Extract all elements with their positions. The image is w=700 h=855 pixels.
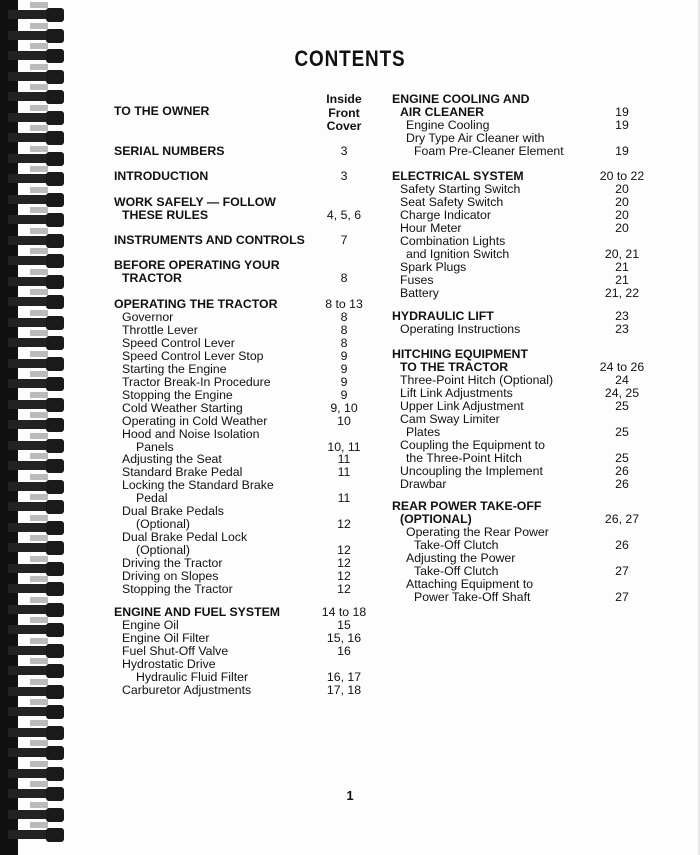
toc-entry <box>392 478 652 491</box>
toc-entry <box>114 645 364 658</box>
binding-coil <box>8 234 66 248</box>
binding-coil <box>8 336 66 350</box>
toc-entry-page: 16 <box>337 644 351 658</box>
toc-entry-page: 24 to 26 <box>599 360 645 374</box>
toc-entry-label: Attaching Equipment to <box>406 577 534 591</box>
toc-entry <box>392 287 652 300</box>
binding-coil <box>8 562 66 576</box>
toc-entry-label: Upper Link Adjustment <box>400 399 524 413</box>
binding-coil <box>8 193 66 207</box>
toc-entry-page: 21 <box>615 260 629 274</box>
toc-entry-label: Fuel Shut-Off Valve <box>122 644 229 658</box>
toc-entry-label: Hydrostatic Drive <box>122 657 216 671</box>
toc-entry-page: 16, 17 <box>326 670 362 684</box>
toc-entry-page: 9 <box>340 362 348 376</box>
toc-entry <box>392 132 652 145</box>
inside-cover-line: Cover <box>326 119 362 133</box>
toc-entry <box>392 452 652 465</box>
toc-entry-label: TRACTOR <box>122 271 182 285</box>
toc-entry-label: and Ignition Switch <box>406 247 510 261</box>
binding-coil <box>8 418 66 432</box>
toc-entry <box>114 337 364 350</box>
binding-coil <box>8 316 66 330</box>
toc-entry-page: 27 <box>615 590 629 604</box>
toc-entry-page: 19 <box>615 118 629 132</box>
toc-entry-label: Drawbar <box>400 477 447 491</box>
toc-entry <box>392 119 652 132</box>
toc-entry <box>114 196 364 209</box>
toc-entry-label: Tractor Break-In Procedure <box>122 375 271 389</box>
toc-entry-label: Combination Lights <box>400 234 506 248</box>
toc-entry-page: 11 <box>337 491 351 505</box>
binding-coil <box>8 541 66 555</box>
toc-entry-page: 20 <box>615 182 629 196</box>
binding-coil <box>8 152 66 166</box>
toc-entry-label: Engine Cooling <box>406 118 490 132</box>
toc-entry <box>392 93 652 106</box>
toc-entry <box>392 235 652 248</box>
toc-entry-label: Safety Starting Switch <box>400 182 521 196</box>
toc-entry <box>114 505 364 518</box>
toc-entry-label: REAR POWER TAKE-OFF <box>392 499 542 513</box>
binding-coil <box>8 439 66 453</box>
toc-page-inside-front-cover <box>314 93 374 134</box>
toc-entry-label: Cam Sway Limiter <box>400 412 500 426</box>
toc-entry <box>114 363 364 376</box>
binding-coil <box>8 623 66 637</box>
toc-entry-label: Engine Oil <box>122 618 179 632</box>
toc-entry-page: 23 <box>615 322 629 336</box>
toc-entry-page: 21, 22 <box>604 286 640 300</box>
binding-coil <box>8 111 66 125</box>
toc-entry-label: (Optional) <box>136 517 190 531</box>
toc-entry-page: 27 <box>615 564 629 578</box>
toc-entry <box>392 387 652 400</box>
toc-entry-label: Governor <box>122 310 174 324</box>
toc-entry <box>114 298 364 311</box>
toc-entry <box>392 261 652 274</box>
toc-entry-label: Stopping the Tractor <box>122 582 233 596</box>
toc-entry <box>114 234 364 247</box>
page-title: CONTENTS <box>294 46 406 71</box>
page-number: 1 <box>346 788 354 803</box>
toc-entry-label: HITCHING EQUIPMENT <box>392 347 528 361</box>
toc-entry <box>392 591 652 604</box>
toc-entry <box>114 671 364 684</box>
binding-coil <box>8 213 66 227</box>
toc-entry <box>392 465 652 478</box>
toc-entry-page: 23 <box>615 309 629 323</box>
toc-entry-page: 20 <box>615 195 629 209</box>
toc-entry <box>114 583 364 596</box>
toc-entry-label: Lift Link Adjustments <box>400 386 513 400</box>
binding-coil <box>8 644 66 658</box>
toc-entry-label: Engine Oil Filter <box>122 631 210 645</box>
toc-entry <box>392 323 652 336</box>
toc-entry <box>114 415 364 428</box>
toc-entry-page: 12 <box>337 556 351 570</box>
toc-entry-label: ENGINE AND FUEL SYSTEM <box>114 605 281 619</box>
toc-entry-label: Operating in Cold Weather <box>122 414 268 428</box>
toc-entry <box>392 565 652 578</box>
toc-entry-label: WORK SAFELY — FOLLOW <box>114 195 276 209</box>
toc-entry-label: Locking the Standard Brake <box>122 478 274 492</box>
toc-entry-page: 26, 27 <box>604 512 640 526</box>
toc-entry-page: 12 <box>337 517 351 531</box>
binding-coil <box>8 8 66 22</box>
toc-entry-page: 19 <box>615 144 629 158</box>
toc-entry <box>114 466 364 479</box>
toc-entry-label: Speed Control Lever <box>122 336 235 350</box>
toc-entry-page: 25 <box>615 425 629 439</box>
toc-entry-page: 12 <box>337 543 351 557</box>
toc-entry-page: 4, 5, 6 <box>326 208 362 222</box>
toc-entry-page: 15 <box>337 618 351 632</box>
toc-entry-page: 17, 18 <box>326 683 362 697</box>
binding-coil <box>8 459 66 473</box>
toc-entry <box>392 170 652 183</box>
toc-entry <box>392 348 652 361</box>
toc-entry <box>392 183 652 196</box>
toc-entry-label: Dual Brake Pedal Lock <box>122 530 248 544</box>
toc-entry <box>114 605 367 619</box>
toc-entry-page: 26 <box>615 464 629 478</box>
toc-entry-page: 9 <box>340 375 348 389</box>
toc-entry-page: 20, 21 <box>604 247 640 261</box>
toc-entry-page: 8 <box>340 323 348 337</box>
toc-entry-page: 20 <box>615 221 629 235</box>
toc-entry-page: 12 <box>337 582 351 596</box>
toc-entry-label: OPERATING THE TRACTOR <box>114 297 278 311</box>
toc-entry-label: Spark Plugs <box>400 260 467 274</box>
toc-entry <box>392 500 652 513</box>
toc-entry <box>114 492 364 505</box>
binding-coil <box>8 500 66 514</box>
toc-entry-label: Power Take-Off Shaft <box>414 590 531 604</box>
toc-entry <box>392 513 652 526</box>
toc-entry-label: Carburetor Adjustments <box>122 683 252 697</box>
binding-coil <box>8 705 66 719</box>
toc-entry <box>114 684 364 697</box>
toc-entry-label: Seat Safety Switch <box>400 195 504 209</box>
binding-coil <box>8 828 66 842</box>
toc-entry-label: Starting the Engine <box>122 362 227 376</box>
toc-entry-label: THESE RULES <box>122 208 209 222</box>
toc-entry-label: Panels <box>136 440 174 454</box>
toc-entry-label: Uncoupling the Implement <box>400 464 543 478</box>
binding-coil <box>8 480 66 494</box>
toc-entry <box>114 557 364 570</box>
toc-entry-page: 26 <box>615 477 629 491</box>
toc-entry-label: Stopping the Engine <box>122 388 233 402</box>
toc-entry <box>114 518 364 531</box>
toc-entry-label: (Optional) <box>136 543 190 557</box>
toc-entry-page: 10 <box>337 414 351 428</box>
toc-entry-label: Driving on Slopes <box>122 569 219 583</box>
binding-coil <box>8 29 66 43</box>
binding-coil <box>8 357 66 371</box>
toc-entry <box>114 658 364 671</box>
toc-entry-page: 9 <box>340 349 348 363</box>
toc-entry-label: Charge Indicator <box>400 208 491 222</box>
binding-coil <box>8 295 66 309</box>
toc-entry-page: 8 <box>340 310 348 324</box>
toc-entry <box>114 544 364 557</box>
toc-entry-label: Dual Brake Pedals <box>122 504 224 518</box>
binding-coil <box>8 582 66 596</box>
toc-entry-page: 8 <box>340 271 348 285</box>
toc-entry <box>392 426 652 439</box>
toc-entry-page: 11 <box>337 465 351 479</box>
toc-entry <box>392 248 652 261</box>
toc-entry-page: 15, 16 <box>326 631 362 645</box>
toc-entry-page: 24 <box>615 373 629 387</box>
toc-entry <box>114 311 364 324</box>
toc-entry-label: Cold Weather Starting <box>122 401 243 415</box>
toc-entry <box>114 145 364 158</box>
toc-entry <box>114 531 364 544</box>
toc-entry-label: ELECTRICAL SYSTEM <box>392 169 524 183</box>
toc-entry <box>392 310 652 323</box>
binding-coil <box>8 254 66 268</box>
binding-coil <box>8 172 66 186</box>
toc-entry-page: 25 <box>615 399 629 413</box>
toc-entry <box>392 526 652 539</box>
toc-entry-label: AIR CLEANER <box>400 105 485 119</box>
binding-coil <box>8 808 66 822</box>
toc-entry <box>392 196 652 209</box>
toc-entry <box>392 145 652 158</box>
toc-entry-page: 20 to 22 <box>599 169 645 183</box>
toc-entry-label: Operating the Rear Power <box>406 525 549 539</box>
toc-entry <box>114 428 364 441</box>
toc-entry <box>114 170 364 183</box>
toc-entry-page: 10, 11 <box>327 440 361 454</box>
toc-entry-label: Plates <box>406 425 441 439</box>
toc-entry-label: Hood and Noise Isolation <box>122 427 260 441</box>
binding-coil <box>8 275 66 289</box>
binding-coil <box>8 377 66 391</box>
toc-entry-label: Three-Point Hitch (Optional) <box>400 373 554 387</box>
toc-entry <box>392 400 652 413</box>
toc-entry-label: Adjusting the Seat <box>122 452 222 466</box>
toc-entry <box>392 361 652 374</box>
toc-entry <box>114 350 364 363</box>
toc-entry-page: 14 to 18 <box>321 605 367 619</box>
toc-entry <box>392 439 652 452</box>
toc-entry-page: 20 <box>615 208 629 222</box>
binding-coil <box>8 664 66 678</box>
toc-entry-page: 3 <box>340 169 348 183</box>
toc-entry <box>114 272 364 285</box>
toc-entry-label: Dry Type Air Cleaner with <box>406 131 545 145</box>
toc-entry-label: Adjusting the Power <box>406 551 516 565</box>
toc-entry-label: INSTRUMENTS AND CONTROLS <box>114 233 305 247</box>
toc-entry-page: 8 <box>340 336 348 350</box>
toc-entry <box>392 539 652 552</box>
toc-entry-label: Coupling the Equipment to <box>400 438 545 452</box>
toc-entry-page: 26 <box>615 538 629 552</box>
toc-entry-page: 21 <box>615 273 629 287</box>
toc-entry-label: Hydraulic Fluid Filter <box>136 670 249 684</box>
toc-entry-page: 8 to 13 <box>325 297 363 311</box>
binding-coil <box>8 746 66 760</box>
toc-entry-page: 25 <box>615 451 629 465</box>
toc-entry <box>114 632 364 645</box>
toc-entry <box>392 413 652 426</box>
toc-entry <box>392 209 652 222</box>
toc-entry-label: Pedal <box>136 491 168 505</box>
toc-entry <box>114 376 364 389</box>
toc-entry <box>114 453 364 466</box>
toc-entry-label: Battery <box>400 286 439 300</box>
toc-entry <box>392 374 652 387</box>
toc-entry-label: TO THE TRACTOR <box>400 360 509 374</box>
toc-entry <box>392 222 652 235</box>
binding-coil <box>8 726 66 740</box>
binding-coil <box>8 90 66 104</box>
spiral-binding <box>0 0 80 855</box>
toc-entry-label: Hour Meter <box>400 221 462 235</box>
binding-coil <box>8 398 66 412</box>
toc-entry <box>114 570 364 583</box>
toc-entry-page: 12 <box>337 569 351 583</box>
toc-entry-page: 9 <box>340 388 348 402</box>
toc-entry <box>114 619 364 632</box>
toc-entry-label: INTRODUCTION <box>114 169 209 183</box>
toc-entry-label: HYDRAULIC LIFT <box>392 309 494 323</box>
toc-entry <box>114 259 364 272</box>
toc-entry-label: Standard Brake Pedal <box>122 465 243 479</box>
toc-entry-label: Take-Off Clutch <box>414 564 499 578</box>
toc-entry-label: Fuses <box>400 273 434 287</box>
toc-entry <box>392 106 652 119</box>
toc-entry-label: Take-Off Clutch <box>414 538 499 552</box>
toc-entry-page: 3 <box>340 144 348 158</box>
toc-entry-label: Throttle Lever <box>122 323 198 337</box>
inside-cover-line: Front <box>328 105 360 120</box>
toc-entry-label: ENGINE COOLING AND <box>392 92 530 106</box>
toc-entry-label: the Three-Point Hitch <box>406 451 522 465</box>
toc-entry-page: 7 <box>340 233 348 247</box>
binding-coil <box>8 603 66 617</box>
toc-entry <box>392 274 652 287</box>
toc-entry <box>392 552 652 565</box>
toc-entry-label: Operating Instructions <box>400 322 521 336</box>
toc-entry-label: Speed Control Lever Stop <box>122 349 264 363</box>
toc-entry-label: (OPTIONAL) <box>400 512 472 526</box>
toc-entry-label: Foam Pre-Cleaner Element <box>414 144 564 158</box>
binding-coil <box>8 131 66 145</box>
toc-entry <box>392 578 652 591</box>
inside-cover-line: Inside <box>326 92 362 106</box>
binding-coil <box>8 767 66 781</box>
toc-entry <box>114 479 364 492</box>
toc-entry <box>114 402 364 415</box>
binding-coil <box>8 685 66 699</box>
toc-entry-page: 19 <box>615 105 629 119</box>
toc-entry-to-the-owner: TO THE OWNER <box>114 104 210 118</box>
toc-entry <box>114 209 364 222</box>
toc-entry-label: SERIAL NUMBERS <box>114 144 225 158</box>
toc-entry-label: Driving the Tractor <box>122 556 223 570</box>
toc-entry-page: 9, 10 <box>330 401 358 415</box>
toc-entry-page: 11 <box>337 452 351 466</box>
toc-entry <box>114 389 364 402</box>
toc-entry-label: BEFORE OPERATING YOUR <box>114 258 280 272</box>
toc-entry <box>114 324 364 337</box>
toc-entry-page: 24, 25 <box>604 386 640 400</box>
binding-coil <box>8 521 66 535</box>
